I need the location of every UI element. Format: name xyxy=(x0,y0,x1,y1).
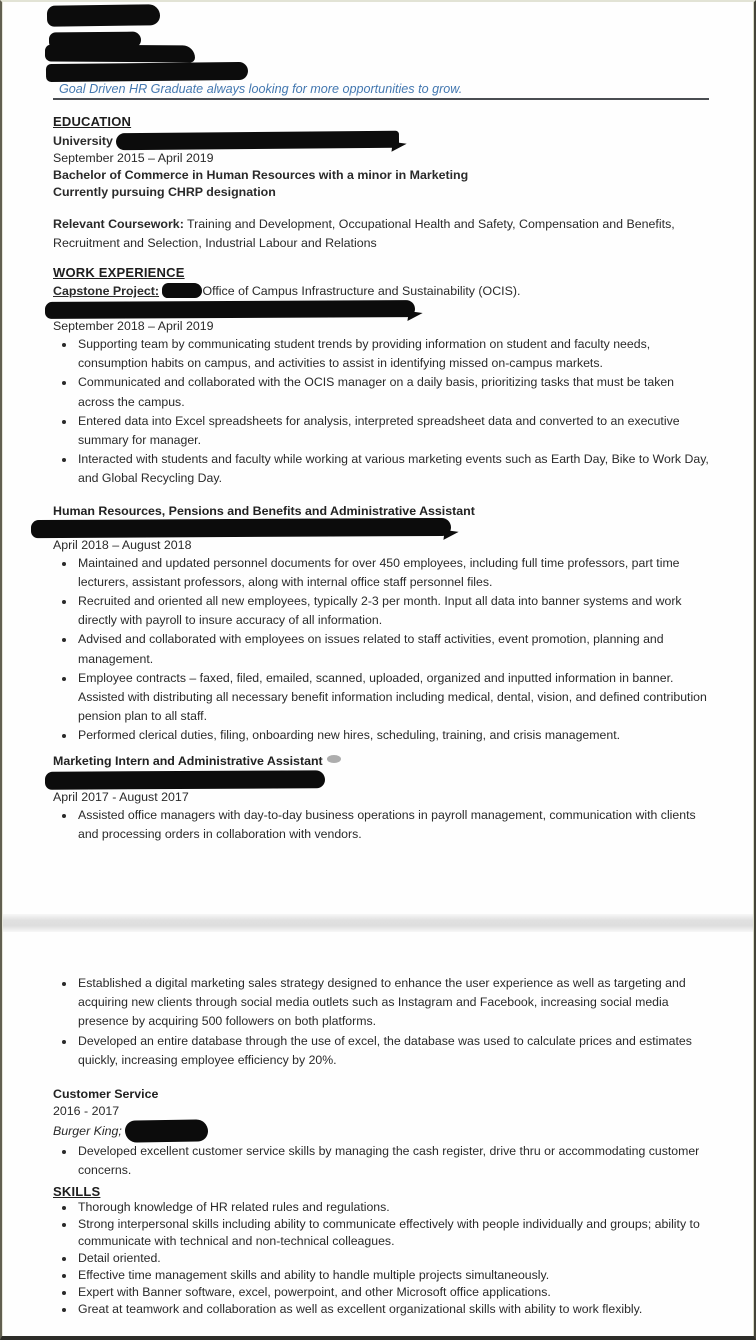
tagline-rule xyxy=(53,98,709,100)
redacted-burger-king-location xyxy=(125,1119,208,1142)
bullet-item: • Advised and collaborated with employees on issues related to staff activities, event promotion, planning and management. xyxy=(76,630,709,668)
designation-line: Currently pursuing CHRP designation xyxy=(53,185,276,199)
capstone-title-rest: Office of Campus Infrastructure and Sustainability (OCIS). xyxy=(202,284,521,298)
section-heading-work-experience: WORK EXPERIENCE xyxy=(53,265,185,280)
employer-name: Burger King; xyxy=(53,1123,122,1138)
bullet-item: • Great at teamwork and collaboration as well as excellent organizational skills with ability to work flexibly. xyxy=(76,1301,709,1318)
bullet-item: • Employee contracts – faxed, filed, emailed, scanned, uploaded, organized and inputted information in banner. Assisted with distributing all necessary benefit information including medical, dental, vision, and defined contribution pension plan to all staff. xyxy=(76,669,709,727)
hr-assistant-dates: April 2018 – August 2018 xyxy=(53,537,192,552)
university-label: University xyxy=(53,134,113,148)
redacted-hr-employer xyxy=(31,518,451,538)
capstone-title-label: Capstone Project: xyxy=(53,284,160,298)
coursework-text: Training and Development, Occupational Health and Safety, Compensation and Benefits, Recruitment and Selection, Industrial Labour and Relations xyxy=(53,217,675,250)
customer-service-employer-line xyxy=(53,1120,709,1142)
bullet-item: • Detail oriented. xyxy=(76,1250,709,1267)
page-break-gap xyxy=(3,914,753,932)
redacted-email xyxy=(45,44,195,62)
redacted-capstone-employer xyxy=(45,300,415,319)
bullet-item: • Interacted with students and faculty while working at various marketing events such as Earth Day, Bike to Work Day, and Global Recycling Day. xyxy=(76,450,709,488)
section-heading-education: EDUCATION xyxy=(53,114,132,129)
resume-page-1 xyxy=(3,2,753,914)
capstone-dates: September 2018 – April 2019 xyxy=(53,319,214,333)
bullet-item: • Assisted office managers with day-to-day business operations in payroll management, communication with clients and processing orders in collaboration with vendors. xyxy=(76,806,709,844)
coursework-line xyxy=(53,215,709,252)
capstone-bullet-list xyxy=(53,335,709,489)
bullet-item: • Effective time management skills and ability to handle multiple projects simultaneously. xyxy=(76,1267,709,1284)
capstone-title-line xyxy=(53,283,709,300)
section-heading-skills: SKILLS xyxy=(53,1183,101,1199)
resume-page-2 xyxy=(3,932,753,1336)
customer-service-dates: 2016 - 2017 xyxy=(53,1104,120,1119)
bullet-item: • Entered data into Excel spreadsheets for analysis, interpreted spreadsheet data and converted to an executive summary for manager. xyxy=(76,412,709,450)
redacted-capstone-org xyxy=(162,283,202,298)
bullet-item: • Developed an entire database through the use of excel, the database was used to calculate prices and estimates quickly, increasing employee efficiency by 20%. xyxy=(76,1032,709,1070)
skills-bullet-list xyxy=(53,1199,709,1319)
hr-assistant-bullet-list xyxy=(53,554,709,746)
bullet-item: • Expert with Banner software, excel, powerpoint, and other Microsoft office applications. xyxy=(76,1284,709,1301)
bullet-item: • Performed clerical duties, filing, onboarding new hires, scheduling, training, and crisis management. xyxy=(76,726,709,745)
redacted-address xyxy=(46,62,248,82)
marketing-intern-dates: April 2017 - August 2017 xyxy=(53,789,189,804)
redacted-marketing-employer xyxy=(45,770,325,789)
bullet-item: • Strong interpersonal skills including ability to communicate effectively with people individually and groups; ability to communicate with technical and non-technical colleagues. xyxy=(76,1216,709,1250)
bullet-item: • Thorough knowledge of HR related rules and regulations. xyxy=(76,1199,709,1216)
bullet-item: • Recruited and oriented all new employees, typically 2-3 per month. Input all data into banner systems and work directly with payroll to insure accuracy of all information. xyxy=(76,592,709,630)
customer-service-bullet-list xyxy=(53,1142,709,1180)
header-redactions xyxy=(3,2,753,81)
marketing-bullet-list-page1 xyxy=(53,806,709,844)
marketing-intern-title xyxy=(53,753,709,770)
bullet-item: • Supporting team by communicating student trends by providing information on student and faculty needs, consumption habits on campus, and activities to assist in identifying missed on-campus markets. xyxy=(76,335,709,373)
bullet-item: • Communicated and collaborated with the OCIS manager on a daily basis, prioritizing tasks that must be taken across the campus. xyxy=(76,373,709,411)
customer-service-title: Customer Service xyxy=(53,1087,159,1102)
education-dates: September 2015 – April 2019 xyxy=(53,151,214,165)
redacted-university-name xyxy=(116,131,399,150)
redaction-smudge xyxy=(327,755,341,763)
degree-line: Bachelor of Commerce in Human Resources with a minor in Marketing xyxy=(53,168,469,182)
marketing-intern-title-text: Marketing Intern and Administrative Assistant xyxy=(53,753,323,768)
bullet-item: • Developed excellent customer service skills by managing the cash register, drive thru or accommodating customer concerns. xyxy=(76,1142,709,1180)
coursework-label: Relevant Coursework: xyxy=(53,217,184,231)
tagline: Goal Driven HR Graduate always looking for more opportunities to grow. xyxy=(59,82,463,96)
university-line xyxy=(53,132,709,150)
marketing-bullet-list-page2 xyxy=(53,974,709,1070)
hr-assistant-title: Human Resources, Pensions and Benefits and Administrative Assistant xyxy=(53,503,475,518)
bullet-item: • Maintained and updated personnel documents for over 450 employees, including full time professors, part time lecturers, assistant professors, along with internal office staff personnel files. xyxy=(76,554,709,592)
document-inner xyxy=(2,2,754,1336)
redacted-name xyxy=(47,4,160,27)
bullet-item: • Established a digital marketing sales strategy designed to enhance the user experience as well as targeting and acquiring new clients through social media outlets such as Instagram and Facebook, increasing social media presence by acquiring 500 followers on both platforms. xyxy=(76,974,709,1032)
